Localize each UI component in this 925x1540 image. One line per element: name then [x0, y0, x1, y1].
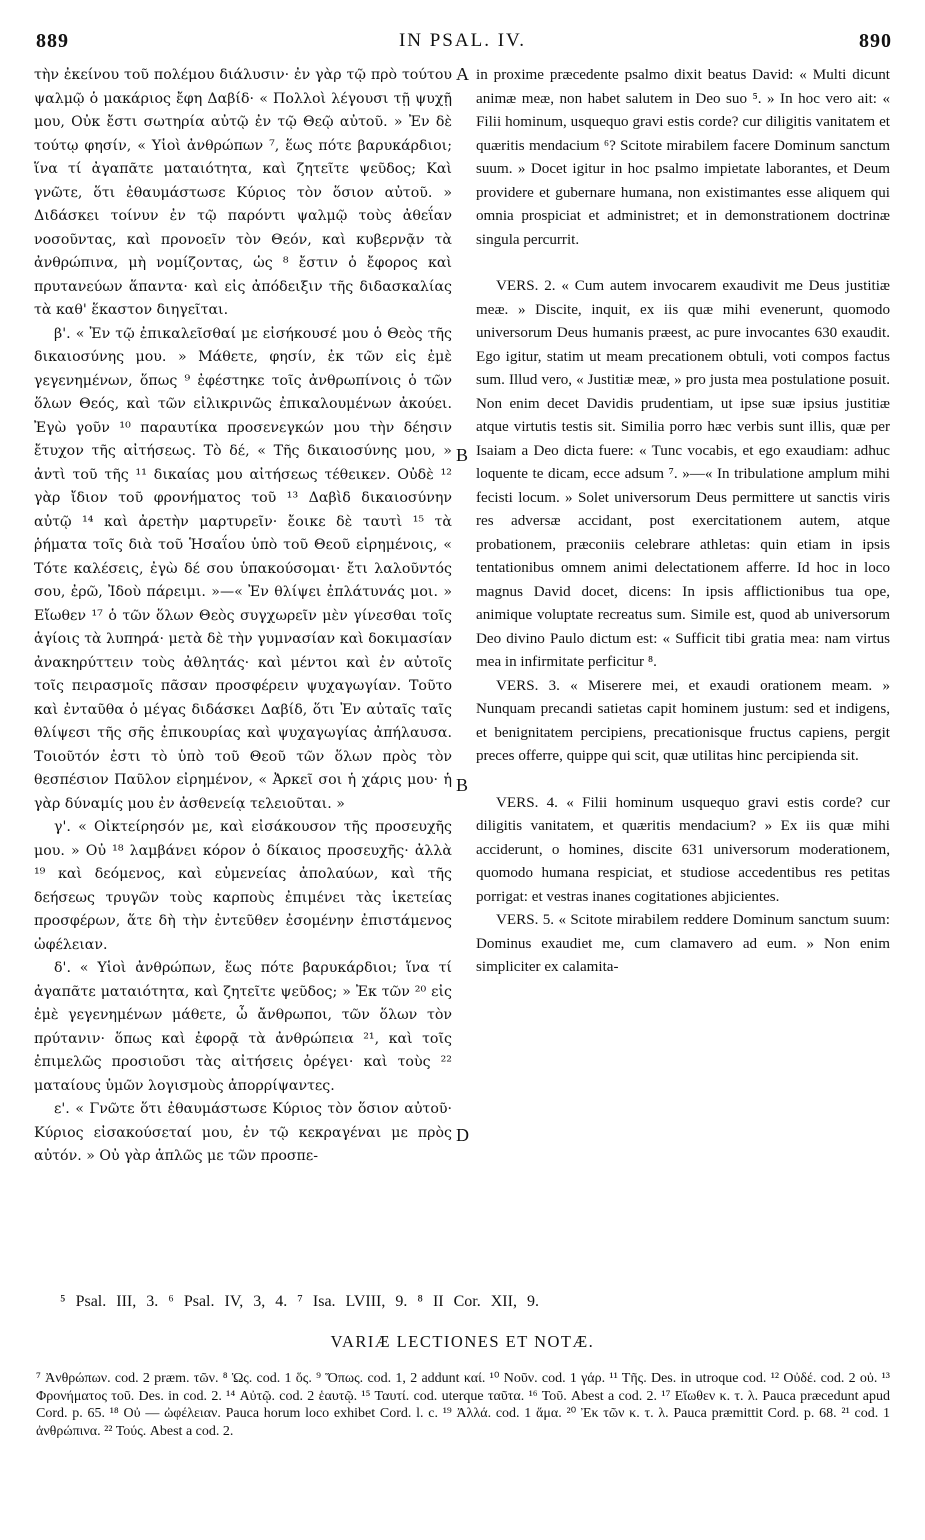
section-marker-b: B — [456, 445, 469, 465]
variae-notes-text: ⁷ Ἀνθρώπων. cod. 2 præm. τῶν. ⁸ Ὡς. cod. 1 ὅς. ⁹ Ὅπως. cod. 1, 2 addunt καί. ¹⁰ Νοῦν. cod. 1 γάρ. ¹¹ Τῆς. Des. in utroque cod. ¹² Οὐδέ. cod. 2 οὐ. ¹³ Φρονήματος τοῦ. Des. in cod. 2. ¹⁴ Αὐτῷ. cod. 2 ἑαυτῷ. ¹⁵ Ταυτί. cod. uterque ταῦτα. ¹⁶ Τοῦ. Abest a cod. 2. ¹⁷ Εἴωθεν κ. τ. λ. Pauca præcedunt apud Cord. p. 65. ¹⁸ Οὐ — ὠφέλειαν. Pauca horum loco exhibet Cord. l. c. ¹⁹ Ἀλλά. cod. 1 ἅμα. ²⁰ Ἐκ τῶν κ. τ. λ. Pauca præmittit Cord. p. 68. ²¹ cod. 1 ἀνθρώπινα. ²² Τούς. Abest a cod. 2. — [36, 1371, 890, 1439]
section-marker-d: D — [456, 1125, 469, 1145]
left-page-number: 889 — [36, 30, 69, 52]
latin-column — [476, 64, 890, 980]
greek-paragraph-verse-3: γ'. « Οἰκτείρησόν με, καὶ εἰσάκουσον τῆς προσευχῆς μου. » Οὐ ¹⁸ λαμβάνει κόρον ὁ δίκαιος προσευχῆς· ἀλλὰ ¹⁹ καὶ δεόμενος, καὶ εὐμενείας ἀπολαύων, καὶ τῆς δεήσεως τρυγῶν τοὺς καρποὺς ἐπιμένει τὰς ἱκετείας προσφέρων, ἅτε δὴ τὴν ἐντεῦθεν ἐσομένην ἐπιστάμενος ὠφέλειαν. — [34, 819, 452, 953]
latin-paragraph-verse-3: VERS. 3. « Miserere mei, et exaudi orationem meam. » Nunquam precandi satietas capit hominem justum: sed et indigens, et benignitatem percipiens, precationisque fructus capiens, pergit preces offerre, quippe qui scit, quæ utilitas hinc percipienda sit. — [476, 677, 890, 764]
scripture-footnotes: ⁵ Psal. III, 3. ⁶ Psal. IV, 3, 4. ⁷ Isa. LVIII, 9. ⁸ II Cor. XII, 9. — [60, 1293, 539, 1310]
greek-paragraph-verse-5: ε'. « Γνῶτε ὅτι ἐθαυμάστωσε Κύριος τὸν ὅσιον αὐτοῦ· Κύριος εἰσακούσεταί μου, ἐν τῷ κεκραγέναι με πρὸς αὐτόν. » Οὐ γὰρ ἁπλῶς με τῶν προσπε- — [34, 1101, 452, 1164]
variae-lectiones-title: VARIÆ LECTIONES ET NOTÆ. — [330, 1332, 595, 1351]
variae-lectiones-notes — [36, 1370, 890, 1440]
greek-paragraph-verse-2: β'. « Ἐν τῷ ἐπικαλεῖσθαί με εἰσήκουσέ μου ὁ Θεὸς τῆς δικαιοσύνης μου. » Μάθετε, φησίν, ἐκ τῶν εἰς ἐμὲ γεγενημένων, ὅπως ⁹ ἐφέστηκε τοῖς ἀνθρωπίνοις ὁ τῶν ὅλων Θεός, καὶ τῶν εἰλικρινῶς ἐπικαλουμένων ἀκούει. Ἐγὼ γοῦν ¹⁰ παραυτίκα προσενεγκών μου τὴν δέησιν ἔτυχον τῆς αἰτήσεως. Τὸ δέ, « Τῆς δικαιοσύνης μου, » ἀντὶ τοῦ τῆς ¹¹ δικαίας μου αἰτήσεως τέθεικεν. Οὐδὲ ¹² γὰρ ἴδιον τοῦ φρονήματος τοῦ ¹³ Δαβὶδ δικαιοσύνην αὐτῷ ¹⁴ καὶ ἀρετὴν μαρτυρεῖν· ἔοικε δὲ ταυτὶ ¹⁵ τὰ ῥήματα τοῖς διὰ τοῦ Ἡσαΐου ὑπὸ τοῦ Θεοῦ εἰρημένοις, « Τότε καλέσεις, ἐγὼ δέ σου ὑπακούσομαι· ἔτι λαλοῦντός σου, ἐρῶ, Ἰδοὺ πάρειμι. »—« Ἐν θλίψει ἐπλάτυνάς μοι. » Εἴωθεν ¹⁷ ὁ τῶν ὅλων Θεὸς συγχωρεῖν μὲν γίνεσθαι τοῖς ἁγίοις τὰ λυπηρά· μετὰ δὲ τὴν γυμνασίαν καὶ δοκιμασίαν ἀνακηρύττειν τοὺς ἀθλητάς· καὶ μέντοι καὶ ἐν αὐτοῖς τοῖς πειρασμοῖς πᾶσαν προσφέρειν ψυχαγωγίαν. Τοῦτο καὶ ἐνταῦθα ὁ μέγας διδάσκει Δαβίδ, ὅτι Ἐν αὐταῖς ταῖς θλίψεσι τῆς σῆς ἐπικουρίας καὶ ψυχαγωγίας ἀπήλαυσα. Τοιοῦτόν ἐστι τὸ ὑπὸ τοῦ Θεοῦ τῶν ὅλων πρὸς τὸν θεσπέσιον Παῦλον εἰρημένον, « Ἀρκεῖ σοι ἡ χάρις μου· ἡ γὰρ δύναμίς μου ἐν ἀσθενείᾳ τελειοῦται. » — [34, 325, 452, 812]
latin-paragraph-verse-4: VERS. 4. « Filii hominum usquequo gravi estis corde? cur diligitis vanitatem, et quæritis mendacium? » Ex iis quæ mihi acciderunt, o homines, discite 631 universorum moderationem, quomodo humana respiciat, et studiose accedentibus res petitas porrigat: et vestras inanes cogitationes abjicientes. — [476, 794, 890, 905]
greek-paragraph-verse-4: δ'. « Υἱοὶ ἀνθρώπων, ἕως πότε βαρυκάρδιοι; ἵνα τί ἀγαπᾶτε ματαιότητα, καὶ ζητεῖτε ψεῦδος; » Ἐκ τῶν ²⁰ εἰς ἐμὲ γεγενημένων μάθετε, ὦ ἄνθρωποι, τῶν ὅλων τὸν πρύτανιν· ὅπως καὶ ἐφορᾷ τὰ ἀνθρώπεια ²¹, καὶ τοῖς ἐπιμελῶς προσιοῦσι τὰς αἰτήσεις ὀρέγει· καὶ τοὺς ²² ματαίους ὑμῶν λογισμοὺς ἀπορρίψαντες. — [34, 960, 452, 1094]
greek-column — [34, 64, 452, 1169]
right-page-number: 890 — [859, 30, 892, 52]
greek-paragraph-intro: τὴν ἐκείνου τοῦ πολέμου διάλυσιν· ἐν γὰρ τῷ πρὸ τούτου ψαλμῷ ὁ μακάριος ἔφη Δαβίδ· « Πολλοὶ λέγουσι τῇ ψυχῇ μου, Οὐκ ἔστι σωτηρία αὐτῷ ἐν τῷ Θεῷ αὐτοῦ. » Ἐν δὲ τούτῳ φησίν, « Υἱοὶ ἀνθρώπων ⁷, ἕως πότε βαρυκάρδιοι; ἵνα τί ἀγαπᾶτε ματαιότητα, καὶ ζητεῖτε ψεῦδος; Καὶ γνῶτε, ὅτι ἐθαυμάστωσε Κύριος τὸν ὅσιον αὐτοῦ. » Διδάσκει τοίνυν ἐν τῷ παρόντι ψαλμῷ τοὺς ἀθεΐαν νοσοῦντας, καὶ προνοεῖν τὸν Θεόν, καὶ κυβερνᾷν τὰ ἀνθρώπινα, μὴ νομίζοντας, ὡς ⁸ ἔστιν ὁ ἔφορος καὶ πρυτανεύων ἅπαντα· καὶ εἰς ἀπόδειξιν τῆς διδασκαλίας τὰ καθ' ἕκαστον διηγεῖται. — [34, 67, 452, 318]
section-marker-a: A — [456, 64, 469, 84]
section-marker-b-second: B — [456, 775, 469, 795]
latin-paragraph-verse-5: VERS. 5. « Scitote mirabilem reddere Dominum sanctum suum: Dominus exaudiet me, cum clamavero ad eum. » Non enim simpliciter ex calamita- — [476, 912, 890, 975]
latin-paragraph-verse-2: VERS. 2. « Cum autem invocarem exaudivit me Deus justitiæ meæ. » Discite, inquit, ex iis quæ mihi evenerunt, quomodo universorum Deus humanis præest, ac pure invocantes 630 exaudit. Ego igitur, statim ut meam precationem obtuli, voti compos factus sum. Illud vero, « Justitiæ meæ, » pro justa mea postulatione posuit. Non enim decet Davidis prudentiam, ut ipse suæ ipsius justitiæ atque virtutis testis sit. Similia porro hæc verbis sunt illis, quæ per Isaiam a Deo dicta fuere: « Tunc vocabis, et ego exaudiam: adhuc loquente te dicam, ecce adsum ⁷. »—« In tribulatione amplum mihi fecisti locum. » Solet universorum Deus permittere ut sanctis viris res adversæ accidant, post exercitationem autem, atque probationem, præconiis celebrare athletas: quin etiam in ipsis tentationibus omnem animi delectationem afferre. Id hoc in loco magnus David docet, dicens: In ipsis afflictionibus tua ope, animique voluptate recreatus sum. Simile est, quod ab universorum Deo divino Paulo dictum est: « Sufficit tibi gratia mea: nam virtus mea in infirmitate perficitur ⁸. — [476, 278, 890, 670]
running-title: IN PSAL. IV. — [398, 30, 527, 51]
latin-paragraph-intro: in proxime præcedente psalmo dixit beatus David: « Multi dicunt animæ meæ, non habet salutem in Deo suo ⁵. » In hoc vero ait: « Filii hominum, usquequo gravi estis corde? cur diligitis vanitatem et quæritis mendacium ⁶? Scitote mirabilem facere Dominum sanctum suum. » Docet igitur in hoc psalmo impietate laborantes, et Deum providere et gubernare humana, non existimantes esse aliquem qui omnia prospiciat et administret; et in demonstrationem doctrinæ singula percurrit. — [476, 67, 890, 248]
